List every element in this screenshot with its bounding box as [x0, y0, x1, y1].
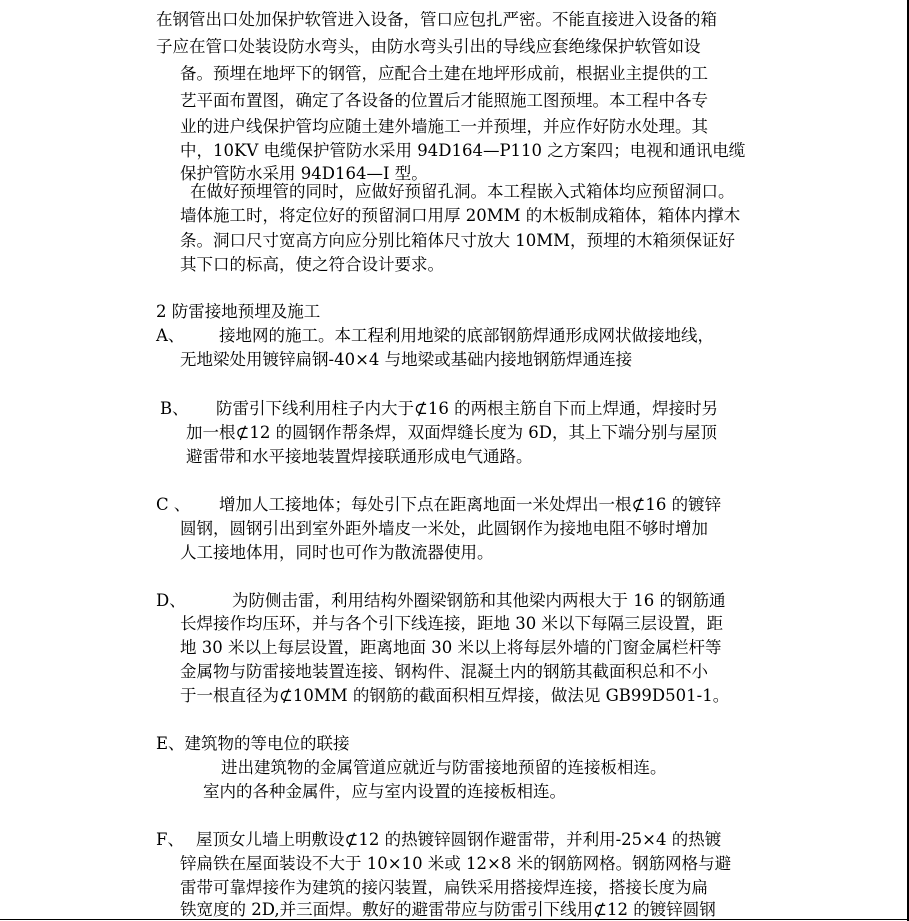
para2-line-3: 条。洞口尺寸宽高方向应分别比箱体尺寸放大 10MM，预埋的木箱须保证好	[180, 231, 736, 250]
item-d-line-2: 长焊接作均压环，并与各个引下线连接，距地 30 米以下每隔三层设置，距	[180, 614, 723, 633]
para2-line-4: 其下口的标高，使之符合设计要求。	[180, 255, 444, 274]
para1-line-1: 在钢管出口处加保护软管进入设备，管口应包扎严密。不能直接进入设备的箱	[156, 10, 717, 29]
item-d-line-3: 地 30 米以上每层设置，距离地面 30 米以上将每层外墙的门窗金属栏杆等	[180, 638, 722, 657]
item-e-heading: E、建筑物的等电位的联接	[156, 734, 350, 753]
para1-line-6: 中，10KV 电缆保护管防水采用 94D164—P110 之方案四；电视和通讯电缆	[180, 141, 746, 160]
para2-line-2: 墙体施工时，将定位好的预留洞口用厚 20MM 的木板制成箱体，箱体内撑木	[180, 206, 741, 225]
item-f-label: F、	[156, 830, 184, 849]
item-c-label: C 、	[156, 495, 191, 514]
item-d-label: D、	[156, 591, 186, 610]
item-d-line-1: 为防侧击雷，利用结构外圈梁钢筋和其他梁内两根大于 16 的钢筋通	[232, 591, 726, 610]
item-b-label: B、	[160, 399, 189, 418]
para1-line-7: 保护管防水采用 94D164—I 型。	[180, 164, 428, 183]
para1-line-4: 艺平面布置图，确定了各设备的位置后才能照施工图预埋。本工程中各专	[180, 91, 708, 110]
page-bottom-border	[0, 919, 909, 920]
item-a-line-1: 接地网的施工。本工程利用地梁的底部钢筋焊通形成网状做接地线，	[219, 326, 714, 345]
item-a-label: A、	[156, 326, 185, 345]
item-f-line-2: 锌扁铁在屋面装设不大于 10×10 米或 12×8 米的钢筋网格。钢筋网格与避	[180, 854, 732, 873]
item-f-line-1: 屋顶女儿墙上明敷设⊄12 的热镀锌圆钢作避雷带，并利用-25×4 的热镀	[196, 830, 722, 849]
item-a-line-2: 无地梁处用镀锌扁钢-40×4 与地梁或基础内接地钢筋焊通连接	[180, 350, 633, 369]
item-c-line-2: 圆钢，圆钢引出到室外距外墙皮一米处，此圆钢作为接地电阻不够时增加	[180, 519, 708, 538]
item-f-line-4: 铁宽度的 2D,并三面焊。敷好的避雷带应与防雷引下线用⊄12 的镀锌圆钢	[180, 900, 716, 919]
item-c-line-3: 人工接地体用，同时也可作为散流器使用。	[180, 543, 494, 562]
item-b-line-3: 避雷带和水平接地装置焊接联通形成电气通路。	[186, 447, 533, 466]
item-e-line-1: 进出建筑物的金属管道应就近与防雷接地预留的连接板相连。	[221, 758, 667, 777]
para1-line-5: 业的进户线保护管均应随土建外墙施工一并预埋，并应作好防水处理。其	[180, 117, 708, 136]
item-f-line-3: 雷带可靠焊接作为建筑的接闪装置，扁铁采用搭接焊连接，搭接长度为扁	[180, 878, 708, 897]
section-heading: 2 防雷接地预埋及施工	[156, 302, 321, 321]
para2-line-1: 在做好预埋管的同时，应做好预留孔洞。本工程嵌入式箱体均应预留洞口。	[190, 182, 735, 201]
item-e-line-2: 室内的各种金属件，应与室内设置的连接板相连。	[203, 782, 566, 801]
item-d-line-5: 于一根直径为⊄10MM 的钢筋的截面积相互焊接，做法见 GB99D501-1。	[180, 686, 730, 705]
para1-line-3: 备。预埋在地坪下的钢管，应配合土建在地坪形成前，根据业主提供的工	[180, 64, 708, 83]
item-c-line-1: 增加人工接地体；每处引下点在距离地面一米处焊出一根⊄16 的镀锌	[219, 495, 722, 514]
item-d-line-4: 金属物与防雷接地装置连接、钢构件、混凝土内的钢筋其截面积总和不小	[180, 662, 708, 681]
item-b-line-2: 加一根⊄12 的圆钢作帮条焊，双面焊缝长度为 6D，其上下端分别与屋顶	[186, 423, 718, 442]
para1-line-2: 子应在管口处装设防水弯头，由防水弯头引出的导线应套绝缘保护软管如设	[156, 37, 701, 56]
item-b-line-1: 防雷引下线利用柱子内大于⊄16 的两根主筋自下而上焊通，焊接时另	[216, 399, 719, 418]
